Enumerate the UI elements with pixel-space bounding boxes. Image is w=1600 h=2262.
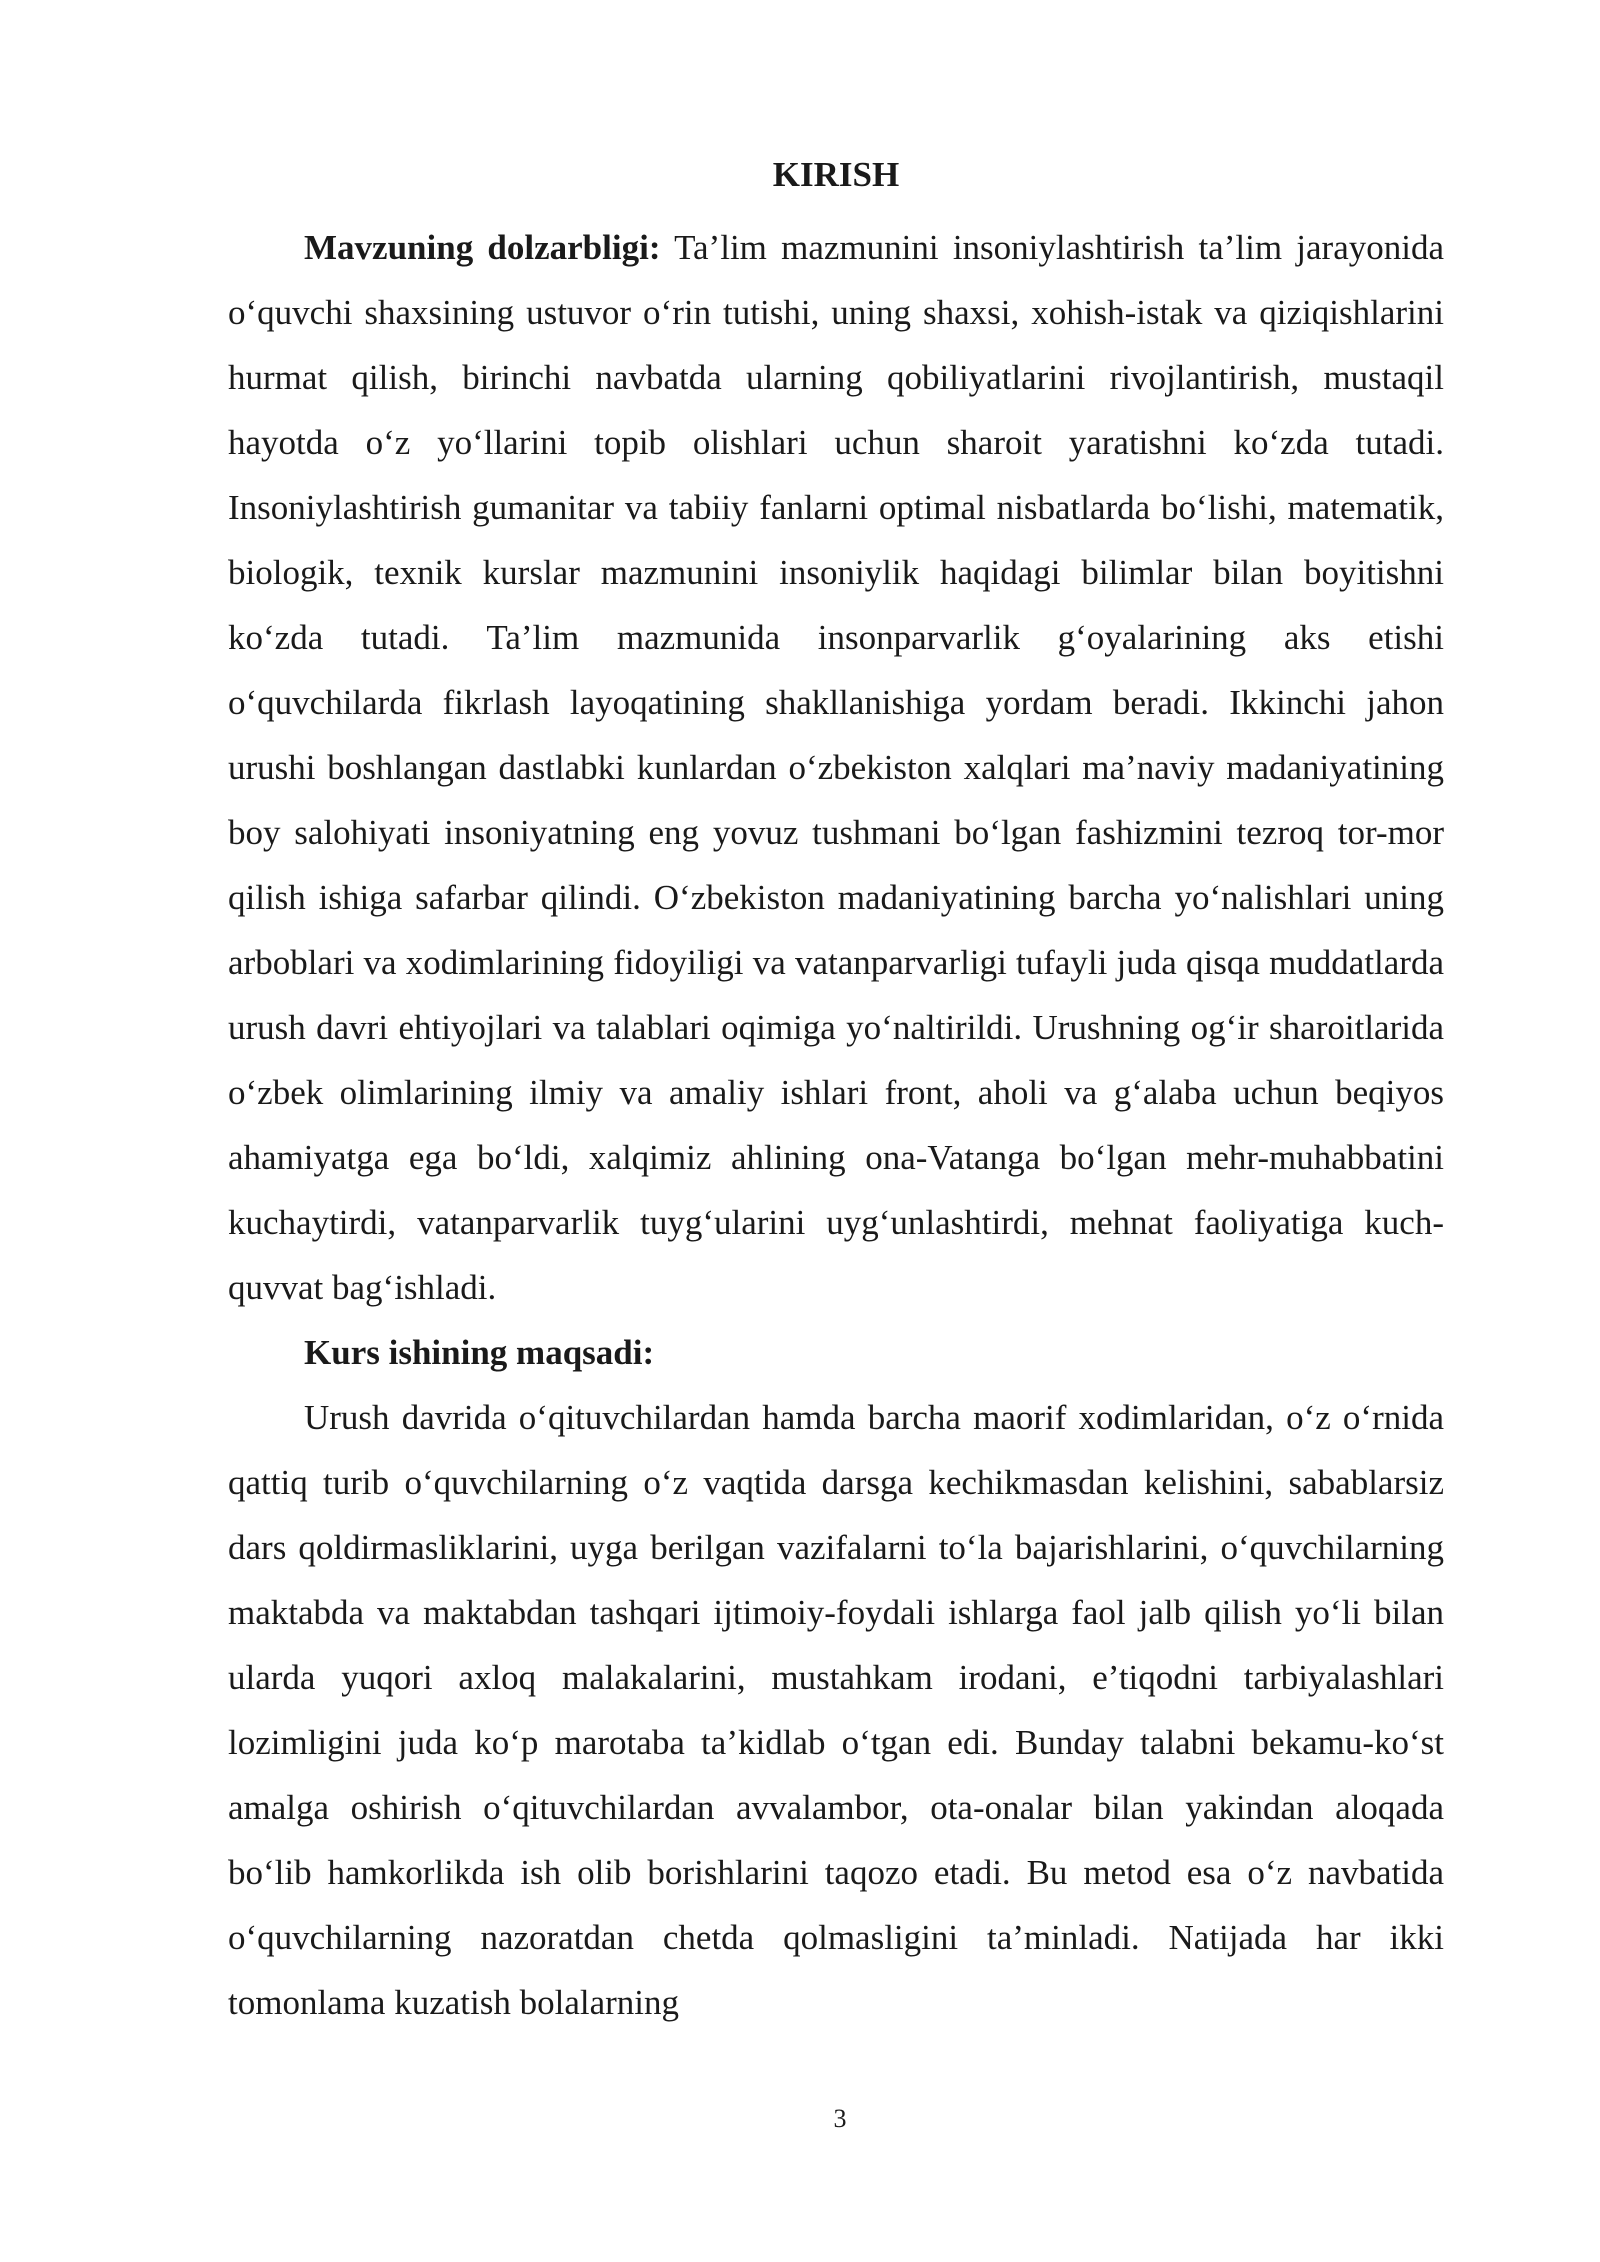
relevance-text: Ta’lim mazmunini insoniylashtirish ta’lim jarayonida o‘quvchi shaxsining ustuvor o‘rin tutishi, uning shaxsi, xohish-istak va qiziqishlarini hurmat qilish, birinchi navbatda ularning qobiliyatlarini rivojlantirish, mustaqil hayotda o‘z yo‘llarini topib olishlari uchun sharoit yaratishni ko‘zda tutadi. Insoniylashtirish gumanitar va tabiiy fanlarni optimal nisbatlarda bo‘lishi, matematik, biologik, texnik kurslar mazmunini insoniylik haqidagi bilimlar bilan boyitishni ko‘zda tutadi. Ta’lim mazmunida insonparvarlik g‘oyalarining aks etishi o‘quvchilarda fikrlash layoqatining shakllanishiga yordam beradi. Ikkinchi jahon urushi boshlangan dastlabki kunlardan o‘zbekiston xalqlari ma’naviy madaniyatining boy salohiyati insoniyatning eng yovuz tushmani bo‘lgan fashizmini tezroq tor-mor qilish ishiga safarbar qilindi. O‘zbekiston madaniyatining barcha yo‘nalishlari uning arboblari va xodimlarining fidoyiligi va vatanparvarligi tufayli juda qisqa muddatlarda urush davri ehtiyojlari va talablari oqimiga yo‘naltirildi. Urushning og‘ir sharoitlarida o‘zbek olimlarining ilmiy va amaliy ishlari front, aholi va g‘alaba uchun beqiyos ahamiyatga ega bo‘ldi, xalqimiz ahlining ona-Vatanga bo‘lgan mehr-muhabbatini kuchaytirdi, vatanparvarlik tuyg‘ularini uyg‘unlashtirdi, mehnat faoliyatiga kuch-quvvat bag‘ishladi. [228,228,1444,1307]
page-content [228,150,1444,2035]
page-heading: KIRISH [772,155,900,194]
goal-paragraph: Urush davrida o‘qituvchilardan hamda barcha maorif xodimlaridan, o‘z o‘rnida qattiq turib o‘quvchilarning o‘z vaqtida darsga kechikmasdan kelishini, sabablarsiz dars qoldirmasliklarini, uyga berilgan vazifalarni to‘la bajarishlarini, o‘quvchilarning maktabda va maktabdan tashqari ijtimoiy-foydali ishlarga faol jalb qilish yo‘li bilan ularda yuqori axloq malakalarini, mustahkam irodani, e’tiqodni tarbiyalashlari lozimligini juda ko‘p marotaba ta’kidlab o‘tgan edi. Bunday talabni bekamu-ko‘st amalga oshirish o‘qituvchilardan avvalambor, ota-onalar bilan yakindan aloqada bo‘lib hamkorlikda ish olib borishlarini taqozo etadi. Bu metod esa o‘z navbatida o‘quvchilarning nazoratdan chetda qolmasligini ta’minladi. Natijada har ikki tomonlama kuzatish bolalarning [228,1398,1444,2022]
relevance-paragraph [228,215,1444,1320]
relevance-lead: Mavzuning dolzarbligi: [304,228,661,267]
page-number: 3 [833,2104,847,2133]
goal-heading: Kurs ishining maqsadi: [304,1333,655,1372]
